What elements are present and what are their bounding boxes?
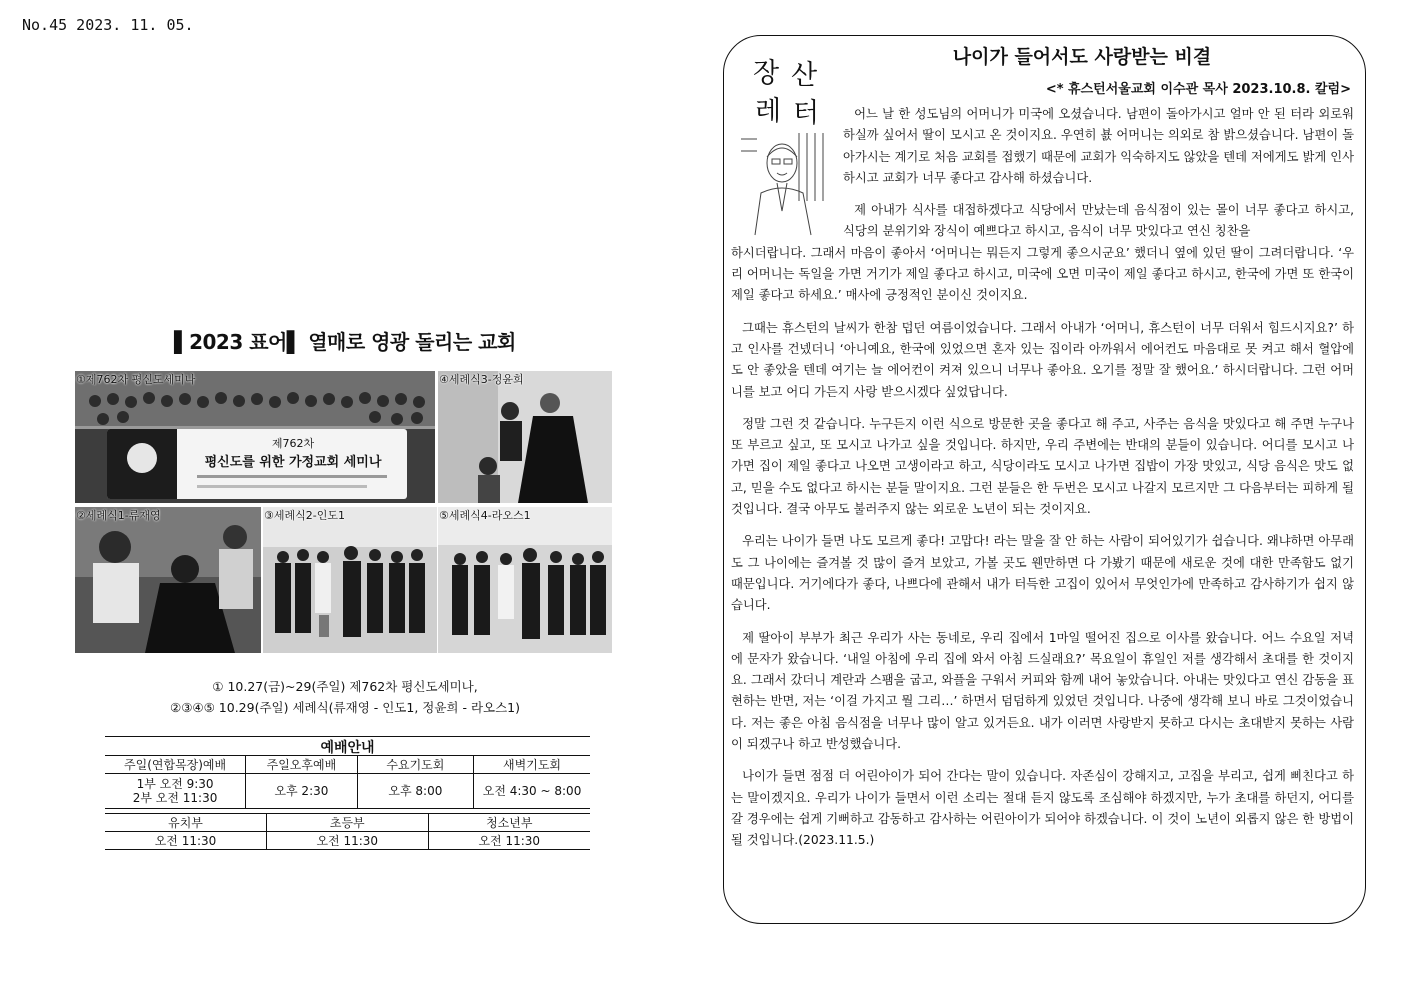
banner-line1: 제762차 bbox=[271, 437, 315, 450]
column-paragraph-1: 어느 날 한 성도님의 어머니가 미국에 오셨습니다. 남편이 돌아가시고 얼마 안 된 터라 외로워하실까 싶어서 딸이 모시고 온 것이지요. 우연히 뵰 어머니는 의외로 참 밝으셨습니다. 남편이 돌아가시는 계기로 처음 교회를 접했기 때문에 교회가 익숙하지도 않았을 텐데 저에게도 밝게 인사하시고 교회가 너무 좋다고 감사해 하셨습니다. bbox=[843, 107, 1354, 185]
time-sunday-afternoon: 오후 2:30 bbox=[246, 774, 358, 809]
time-elementary: 오전 11:30 bbox=[267, 832, 429, 850]
column-title: 나이가 들어서도 사랑받는 비결 bbox=[952, 46, 1212, 68]
column-paragraph-2a bbox=[731, 200, 1354, 243]
baptism-photo-2 bbox=[263, 507, 437, 653]
logo-char-3: 레 bbox=[755, 96, 782, 127]
worship-schedule-title: 예배안내 bbox=[105, 736, 590, 755]
photo-description-line2: ②③④⑤ 10.29(주일) 세례식(류재영 - 인도1, 정윤희 - 라오스1) bbox=[169, 700, 521, 715]
header-youth: 청소년부 bbox=[428, 814, 590, 832]
time-wednesday-prayer: 오후 8:00 bbox=[357, 774, 473, 809]
time-youth: 오전 11:30 bbox=[428, 832, 590, 850]
column-paragraph-4: 정말 그런 것 같습니다. 누구든지 이런 식으로 방문한 곳을 좋다고 해 주고, 사주는 음식을 맛있다고 해 주면 누구나 또 부르고 싶고, 또 모시고 나가고 싶을 것입니다. 하지만, 우리 주변에는 반대의 분들이 있습니다. 어디를 모시고 나가면 집이 제일 좋다고 나오면 고생이라고 하고, 식당이라도 모시고 나가면 집밥이 가장 맛있고, 식당 음식은 맛도 없고, 믿을 수도 없다고 하시는 분들 말이지요. 그런 분들은 한 두번은 모시고 나갈지 모르지만 그 다음부터는 피하게 될 것입니다. 결국 아무도 불러주지 않는 외로운 노년이 되는 것이지요. bbox=[731, 416, 1354, 517]
photo-caption-3: ③세례식2-인도1 bbox=[264, 509, 345, 522]
header-dawn-prayer: 새벽기도회 bbox=[474, 756, 590, 774]
header-kindergarten: 유치부 bbox=[105, 814, 267, 832]
time-kindergarten: 오전 11:30 bbox=[105, 832, 267, 850]
baptism-image-2 bbox=[263, 507, 437, 653]
column-paragraph-7: 나이가 들면 점점 더 어린아이가 되어 간다는 말이 있습니다. 자존심이 강해지고, 고집을 부리고, 쉽게 삐친다고 하는 말이겠지요. 우리가 나이가 들면서 이런 소리는 절대 듣지 않도록 조심해야 하겠지만, 누가 초대를 하던지, 어디를 갈 경우에는 쉽게 기뻐하고 감동하고 감사하는 어린아이가 되어야 하겠습니다. 이 것이 노년이 외롭지 않은 한 방법이 될 것입니다.(2023.11.5.) bbox=[731, 769, 1354, 848]
photo-collage bbox=[75, 371, 612, 653]
photo-caption-4: ④세례식3-정윤희 bbox=[439, 373, 524, 386]
column-paragraph-2a-text: 제 아내가 식사를 대접하겠다고 식당에서 만났는데 음식점이 있는 몰이 너무 좋다고 하시고, 식당의 분위기와 장식이 예쁘다고 하시고, 음식이 너무 맛있다고 연신 칭찬을 bbox=[843, 203, 1354, 239]
time-sunday-service bbox=[105, 774, 246, 809]
baptism-photo-4 bbox=[438, 507, 612, 653]
worship-schedule bbox=[105, 736, 590, 850]
seminar-banner bbox=[107, 429, 407, 499]
photo-description-line1: ① 10.27(금)~29(주일) 제762차 평신도세미나, bbox=[212, 679, 478, 694]
column-paragraph-3: 그때는 휴스턴의 날씨가 한참 덥던 여름이었습니다. 그래서 아내가 ‘어머니, 휴스턴이 너무 더워서 힘드시지요?’ 하고 인사를 건넸더니 ‘아니예요, 한국에 있었으면 혼자 있는 집이라 아까워서 에어컨도 마음대로 못 켜고 해서 혈압에도 안 좋았을 텐데 여기는 늘 에어컨이 켜져 있으니 너무나 좋아요. 오기를 정말 잘 했어요.’ 하시더랍니다. 그런 어머니를 보고 어디 가든지 사랑 받으시겠다 싶었답니다. bbox=[731, 320, 1354, 399]
motto-heading: ▌2023 표어▌ 열매로 영광 돌리는 교회 bbox=[174, 330, 516, 354]
baptism-image-3 bbox=[438, 371, 612, 503]
logo-char-1: 장 bbox=[753, 58, 780, 89]
column-source: <* 휴스턴서울교회 이수관 목사 2023.10.8. 칼럼> bbox=[1045, 82, 1351, 97]
worship-table bbox=[105, 755, 590, 809]
baptism-image-4 bbox=[438, 507, 612, 653]
header-sunday-afternoon: 주일오후예배 bbox=[246, 756, 358, 774]
photo-description bbox=[75, 676, 615, 718]
header-wednesday-prayer: 수요기도회 bbox=[357, 756, 473, 774]
column-paragraph-6: 제 딸아이 부부가 최근 우리가 사는 동네로, 우리 집에서 1마일 떨어진 집으로 이사를 왔습니다. 어느 수요일 저녁에 문자가 왔습니다. ‘내일 아침에 우리 집에 와서 아침 드실래요?’ 목요일이 휴일인 저를 생각해서 초대를 한 것이지요. 그래서 갔더니 계란과 스팸을 굽고, 와플을 구워서 커피와 함께 내어 놓았습니다. 아내는 맛있다고 연신 감동을 표현하는 반면, 저는 ‘이걸 가지고 뭘 그리…’ 하면서 덤덤하게 있었던 것입니다. 나중에 생각해 보니 바로 그것이었습니다. 저는 좋은 아침 음식점을 너무나 많이 알고 있거든요. 내가 이러면 사랑받지 못하고 다시는 초대받지 못하는 사람이 되겠구나 하고 반성했습니다. bbox=[731, 630, 1354, 752]
department-table bbox=[105, 813, 590, 850]
baptism-photo-1 bbox=[75, 507, 261, 653]
photo-caption-5: ⑤세례식4-라오스1 bbox=[439, 509, 531, 522]
column-paragraph-5: 우리는 나이가 들면 나도 모르게 좋다! 고맙다! 라는 말을 잘 안 하는 사람이 되어있기가 쉽습니다. 왜냐하면 아무래도 그 나이에는 즐겨볼 것 많이 즐겨 보았고, 가볼 곳도 웬만하면 다 가봤기 때문에 새로운 것에 대한 만족함도 없기 때문입니다. 거기에다가 좋다, 나쁘다에 관해서 내가 터득한 고집이 있어서 무엇인가에 만족하고 감사하기가 쉽지 않습니다. bbox=[731, 534, 1354, 613]
seminar-photo bbox=[75, 371, 435, 503]
time-dawn-prayer: 오전 4:30 ~ 8:00 bbox=[474, 774, 590, 809]
banner-moon-graphic bbox=[107, 429, 177, 499]
column-paragraph-2b: 하시더랍니다. 그래서 마음이 좋아서 ‘어머니는 뭐든지 그렇게 좋으시군요’ 했더니 옆에 있던 딸이 그려더랍니다. ‘우리 어머니는 독일을 가면 거기가 제일 좋다고 하시고, 미국에 오면 미국이 제일 좋다고 하시고, 한국에 가면 또 한국이 제일 좋다고 하세요.’ 매사에 긍정적인 분이신 것이지요. bbox=[731, 245, 1354, 303]
photo-caption-2: ②세례식1-류재영 bbox=[76, 509, 161, 522]
header-elementary: 초등부 bbox=[267, 814, 429, 832]
photo-caption-1: ①제762차 평신도세미나 bbox=[76, 373, 196, 386]
header-sunday-service: 주일(연합목장)예배 bbox=[105, 756, 246, 774]
baptism-photo-3 bbox=[438, 371, 612, 503]
baptism-image-1 bbox=[75, 507, 261, 653]
logo-char-4: 터 bbox=[793, 98, 820, 129]
issue-number: No.45 2023. 11. 05. bbox=[22, 16, 194, 34]
time-first-service: 1부 오전 9:30 bbox=[136, 777, 214, 791]
time-second-service: 2부 오전 11:30 bbox=[132, 791, 218, 805]
banner-line2: 평신도를 위한 가정교회 세미나 bbox=[204, 455, 382, 470]
column-body bbox=[731, 104, 1354, 863]
logo-char-2: 산 bbox=[791, 60, 818, 91]
